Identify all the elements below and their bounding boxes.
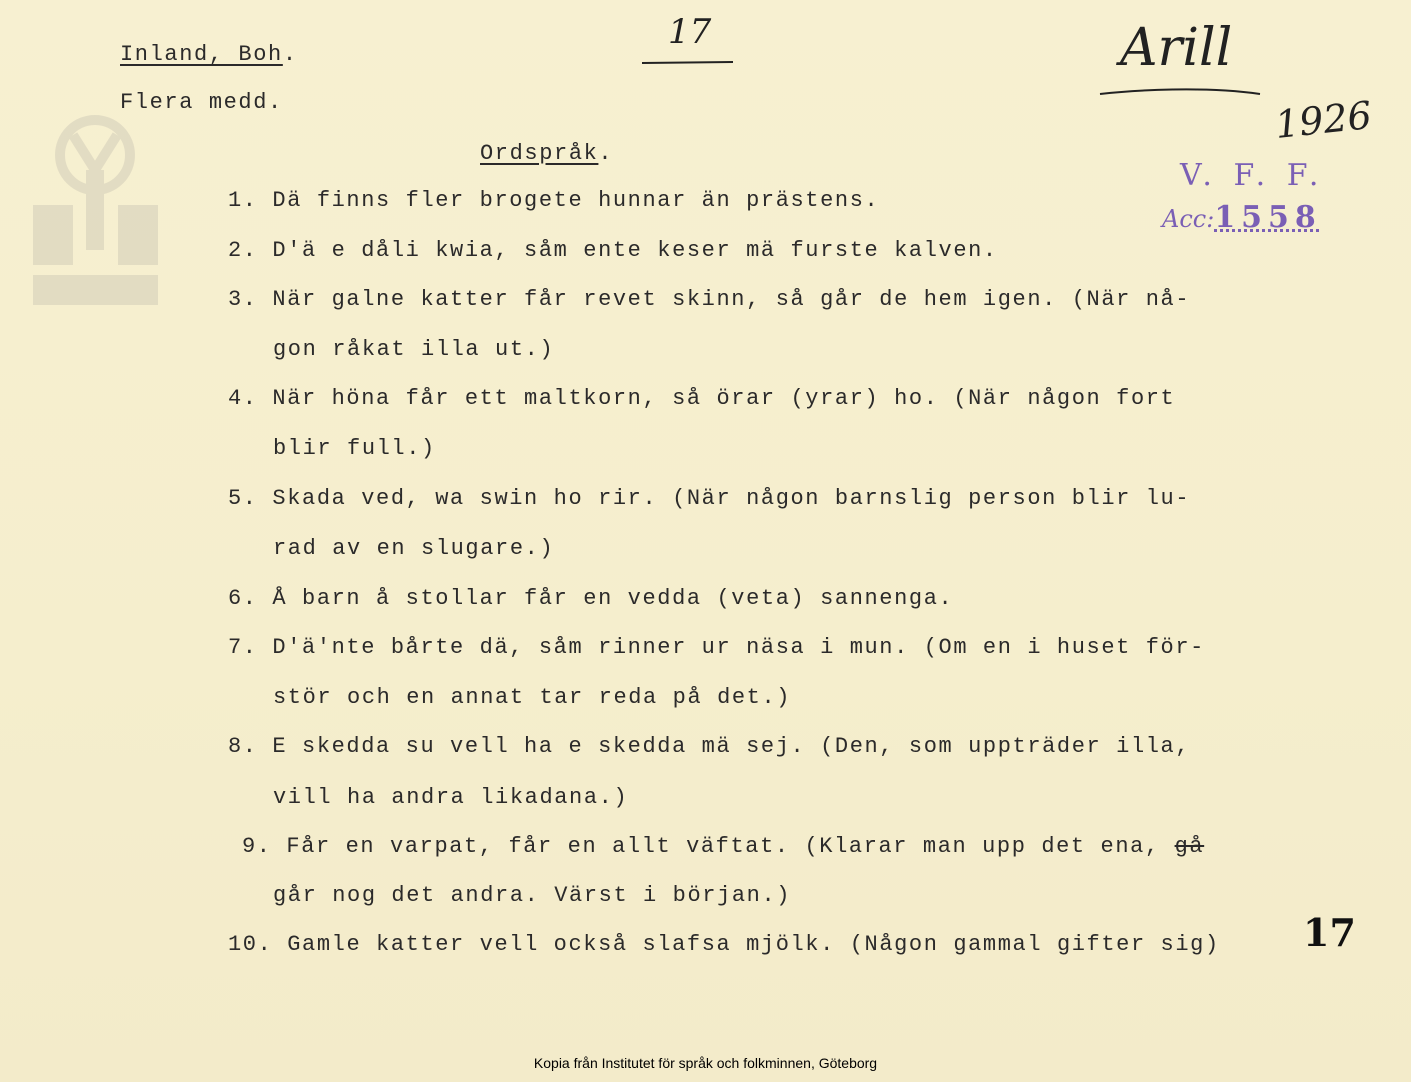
signature-flourish <box>1095 78 1265 102</box>
item-text: Å barn å stollar får en vedda (veta) sannenga. <box>272 586 954 611</box>
list-item <box>228 486 1190 511</box>
list-item <box>228 734 1190 759</box>
item-text: Gamle katter vell också slafsa mjölk. (Någon gammal gifter sig) <box>287 932 1220 957</box>
location-line <box>120 42 298 67</box>
list-item <box>228 238 998 263</box>
heading-line <box>480 141 613 166</box>
archive-emblem-watermark <box>28 110 163 320</box>
list-item <box>228 635 1205 660</box>
item-text: D'ä'nte bårte dä, såm rinner ur näsa i mun. (Om en i huset för- <box>272 635 1205 660</box>
stamp-acc-number: 1558 <box>1214 200 1322 235</box>
list-item-continuation: rad av en slugare.) <box>273 536 555 561</box>
handwritten-page-mark: 17 <box>668 12 712 52</box>
heading-text: Ordspråk <box>480 141 599 166</box>
item-number: 5. <box>228 486 258 511</box>
archive-footer: Kopia från Institutet för språk och folkminnen, Göteborg <box>533 1055 878 1071</box>
stamp-org: V. F. F. <box>1180 158 1325 193</box>
item-number: 8. <box>228 734 258 759</box>
list-item-continuation: stör och en annat tar reda på det.) <box>273 685 792 710</box>
item-text: Skada ved, wa swin ho rir. (När någon barnslig person blir lu- <box>272 486 1191 511</box>
list-item-continuation: vill ha andra likadana.) <box>273 785 629 810</box>
list-item-continuation: går nog det andra. Värst i början.) <box>273 883 792 908</box>
item-text: När galne katter får revet skinn, så går de hem igen. (När nå- <box>272 287 1191 312</box>
page-number: 17 <box>1303 910 1356 955</box>
item-text: När höna får ett maltkorn, så örar (yrar) ho. (När någon fort <box>272 386 1176 411</box>
list-item <box>228 932 1220 957</box>
list-item-continuation: blir full.) <box>273 436 436 461</box>
list-item <box>228 386 1175 411</box>
item-text: D'ä e dåli kwia, såm ente keser mä furste kalven. <box>272 238 998 263</box>
item-number: 9. <box>242 834 272 859</box>
handwritten-year: 1926 <box>1272 93 1374 147</box>
list-item <box>228 586 953 611</box>
item-number: 7. <box>228 635 258 660</box>
struck-out-text: gå <box>1174 834 1205 859</box>
item-number: 4. <box>228 386 258 411</box>
item-number: 1. <box>228 188 258 213</box>
item-number: 2. <box>228 238 258 263</box>
informant-text: Flera medd. <box>120 90 283 115</box>
stamp-acc-prefix: Acc: <box>1162 205 1215 233</box>
item-text: E skedda su vell ha e skedda mä sej. (Den, som uppträder illa, <box>272 734 1191 759</box>
item-text: Får en varpat, får en allt väftat. (Klarar man upp det ena, <box>286 834 1160 859</box>
item-number: 3. <box>228 287 258 312</box>
page-mark-underline <box>640 58 735 68</box>
list-item-continuation: gon råkat illa ut.) <box>273 337 555 362</box>
heading-dot: . <box>598 141 614 166</box>
handwritten-signature: Arill <box>1120 18 1233 78</box>
item-number: 6. <box>228 586 258 611</box>
item-text: Dä finns fler brogete hunnar än prästens. <box>272 188 880 213</box>
item-number: 10. <box>228 932 273 957</box>
list-item <box>242 834 1204 859</box>
stamp-accession <box>1162 200 1322 235</box>
location-dot: . <box>282 42 298 67</box>
list-item <box>228 287 1190 312</box>
list-item <box>228 188 879 213</box>
location-text: Inland, Boh <box>120 42 283 67</box>
